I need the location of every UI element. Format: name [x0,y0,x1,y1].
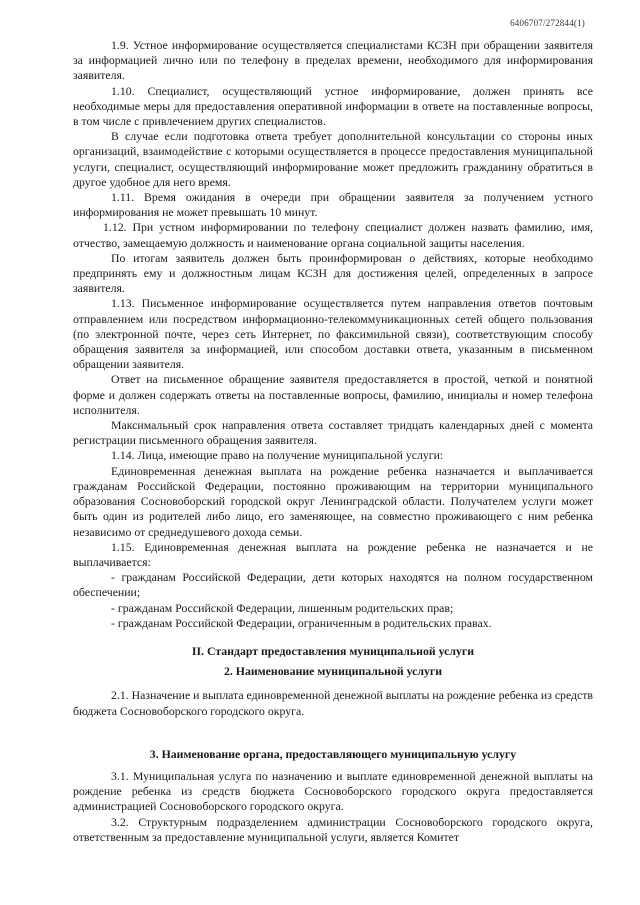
paragraph-1-10: 1.10. Специалист, осуществляющий устное информирование, должен принять все необходимые меры для предоставления оперативной информации в ответе на поставленные вопросы, в том числе с привлечением других специалистов. [73,83,593,129]
list-item-deprived-rights: - гражданам Российской Федерации, лишенным родительских прав; [111,600,454,615]
paragraph-1-14: 1.14. Лица, имеющие право на получение муниципальной услуги: [111,448,444,463]
section-2-subheading: 2. Наименование муниципальной услуги [223,664,443,679]
paragraph-1-13-answer: Ответ на письменное обращение заявителя предоставляется в простой, четкой и понятной форме и должен содержать ответы на поставленные вопросы, фамилию, инициалы и номер телефона исполнителя. [73,372,593,417]
paragraph-1-10-consultation: В случае если подготовка ответа требует дополнительной консультации со стороны иных организаций, взаимодействие с которыми осуществляется в процессе предоставления муниципальной услуги, специалист, осуществляющий информирование может предложить гражданину обратиться в другое удобное для него время. [73,129,593,189]
document-id: 6406707/272844(1) [510,18,585,28]
list-item-state-care: - гражданам Российской Федерации, дети которых находятся на полном государственном обеспечении; [73,570,593,600]
paragraph-1-14-eligibility: Единовременная денежная выплата на рождение ребенка назначается и выплачивается гражданам Российской Федерации, постоянно проживающим на территории муниципального образования Сосновоборский городской округ Ленинградской области. Получателем услуги может быть один из родителей либо лицо, его заменяющее, на совместно проживающего с ним ребенка независимо от среднедушевого дохода семьи. [73,463,593,539]
list-item-limited-rights: - гражданам Российской Федерации, ограниченным в родительских правах. [111,615,492,630]
paragraph-1-11: 1.11. Время ожидания в очереди при обращении заявителя за получением устного информирования не может превышать 10 минут. [73,190,593,220]
paragraph-1-13-deadline: Максимальный срок направления ответа составляет тридцать календарных дней с момента регистрации письменного обращения заявителя. [73,418,593,448]
section-2-heading: II. Стандарт предоставления муниципальной услуги [191,643,475,658]
paragraph-2-1: 2.1. Назначение и выплата единовременной денежной выплаты на рождение ребенка из средств бюджета Сосновоборского городского округа. [73,688,593,718]
paragraph-3-2: 3.2. Структурным подразделением администрации Сосновоборского городского округа, ответственным за предоставление муниципальной услуги, является Комитет [73,814,593,844]
paragraph-1-12: 1.12. При устном информировании по телефону специалист должен назвать фамилию, имя, отчество, замещаемую должность и наименование органа социальной защиты населения. [73,220,593,250]
paragraph-1-12-results: По итогам заявитель должен быть проинформирован о действиях, которые необходимо предпринять ему и должностным лицам КСЗН для достижения целей, определенных в запросе заявителя. [73,250,593,296]
paragraph-3-1: 3.1. Муниципальная услуга по назначению и выплате единовременной денежной выплаты на рождение ребенка из средств бюджета Сосновоборского городского округа предоставляется администрацией Сосновоборского городского округа. [73,768,593,814]
section-3-heading: 3. Наименование органа, предоставляющего муниципальную услугу [149,746,517,761]
paragraph-1-13: 1.13. Письменное информирование осуществляется путем направления ответов почтовым отправлением или посредством информационно-телекоммуникационных сетей общего пользования (по электронной почте, через сеть Интернет, по факсимильной связи), соответствующим способу обращения заявителя за информацией, или способом доставки ответа, указанным в письменном обращении заявителя. [73,296,593,372]
document-body [73,38,593,845]
paragraph-1-9: 1.9. Устное информирование осуществляется специалистами КСЗН при обращении заявителя за информацией лично или по телефону в пределах времени, необходимого для информирования заявителя. [73,38,593,83]
paragraph-1-15: 1.15. Единовременная денежная выплата на рождение ребенка не назначается и не выплачивается: [73,539,593,569]
